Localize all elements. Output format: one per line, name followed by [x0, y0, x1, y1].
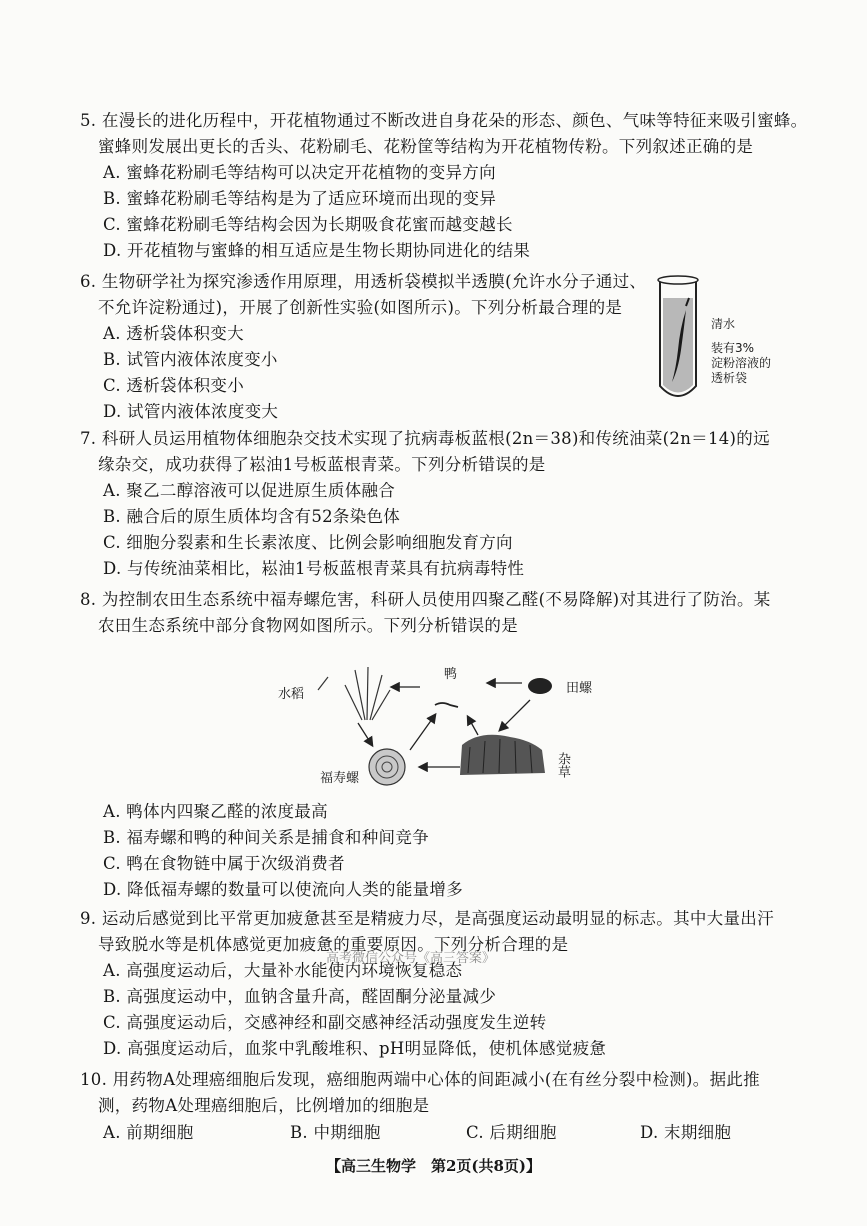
q6-option-a: A. 透析袋体积变大 — [103, 324, 244, 343]
fig-label-apple-snail: 福寿螺 — [320, 771, 360, 786]
q9-option-d: D. 高强度运动后，血浆中乳酸堆积、pH明显降低，使机体感觉疲惫 — [103, 1039, 607, 1058]
q8-stem-line2: 农田生态系统中部分食物网如图所示。下列分析错误的是 — [98, 616, 518, 635]
q7-option-b: B. 融合后的原生质体均含有52条染色体 — [103, 507, 401, 526]
fig-label-rice: 水稻 — [278, 687, 305, 702]
fig-label-bag-line1: 装有3% — [711, 341, 755, 355]
q8-option-a: A. 鸭体内四聚乙醛的浓度最高 — [103, 802, 328, 821]
q9-stem-line1: 9. 运动后感觉到比平常更加疲惫甚至是精疲力尽，是高强度运动最明显的标志。其中大量出汗 — [80, 909, 774, 928]
q10-option-a: A. 前期细胞 — [103, 1123, 194, 1142]
q10-option-b: B. 中期细胞 — [290, 1123, 381, 1142]
q6-option-d: D. 试管内液体浓度变大 — [103, 402, 279, 421]
q7-stem-line2: 缘杂交，成功获得了崧油1号板蓝根青菜。下列分析错误的是 — [98, 455, 546, 474]
q5-option-b: B. 蜜蜂花粉刷毛等结构是为了适应环境而出现的变异 — [103, 189, 497, 208]
q5-option-a: A. 蜜蜂花粉刷毛等结构可以决定开花植物的变异方向 — [103, 163, 496, 182]
rice-plant-icon — [318, 667, 390, 720]
q10-option-c: C. 后期细胞 — [466, 1123, 557, 1142]
fig-label-bag-line2: 淀粉溶液的 — [711, 356, 772, 370]
q5-option-d: D. 开花植物与蜜蜂的相互适应是生物长期协同进化的结果 — [103, 241, 531, 260]
q6-option-b: B. 试管内液体浓度变小 — [103, 350, 278, 369]
q10-option-d: D. 末期细胞 — [640, 1123, 732, 1142]
q6-stem-line2: 不允许淀粉通过)，开展了创新性实验(如图所示)。下列分析最合理的是 — [98, 298, 623, 317]
q9-option-b: B. 高强度运动中，血钠含量升高，醛固酮分泌量减少 — [103, 987, 497, 1006]
test-tube-figure — [650, 268, 710, 408]
q7-option-c: C. 细胞分裂素和生长素浓度、比例会影响细胞发育方向 — [103, 533, 513, 552]
watermark: 高考微信公众号《高三答案》 — [326, 951, 496, 966]
fig-label-field-snail: 田螺 — [566, 681, 593, 696]
q7-stem-line1: 7. 科研人员运用植物体细胞杂交技术实现了抗病毒板蓝根(2n＝38)和传统油菜(2n＝14)的远 — [80, 429, 770, 448]
q9-option-a: A. 高强度运动后，大量补水能使内环境恢复稳态 — [103, 961, 463, 980]
apple-snail-icon — [369, 749, 405, 785]
q5-stem-line2: 蜜蜂则发展出更长的舌头、花粉刷毛、花粉筐等结构为开花植物传粉。下列叙述正确的是 — [98, 137, 754, 156]
q8-option-c: C. 鸭在食物链中属于次级消费者 — [103, 854, 345, 873]
field-snail-icon — [528, 678, 552, 694]
weed-icon — [460, 735, 545, 775]
fig-label-water: 清水 — [711, 317, 736, 331]
q10-stem-line2: 测，药物A处理癌细胞后，比例增加的细胞是 — [98, 1096, 430, 1115]
q7-option-a: A. 聚乙二醇溶液可以促进原生质体融合 — [103, 481, 396, 500]
fig-label-weed: 杂草 — [555, 752, 570, 778]
q8-option-d: D. 降低福寿螺的数量可以使流向人类的能量增多 — [103, 880, 464, 899]
q10-stem-line1: 10. 用药物A处理癌细胞后发现，癌细胞两端中心体的间距减小(在有丝分裂中检测)。据此推 — [80, 1070, 760, 1089]
duck-icon — [435, 703, 458, 707]
q9-option-c: C. 高强度运动后，交感神经和副交感神经活动强度发生逆转 — [103, 1013, 547, 1032]
q5-option-c: C. 蜜蜂花粉刷毛等结构会因为长期吸食花蜜而越变越长 — [103, 215, 513, 234]
q8-stem-line1: 8. 为控制农田生态系统中福寿螺危害，科研人员使用四聚乙醛(不易降解)对其进行了防治。某 — [80, 590, 771, 609]
q5-stem-line1: 5. 在漫长的进化历程中，开花植物通过不断改进自身花朵的形态、颜色、气味等特征来吸引蜜蜂。 — [80, 111, 808, 130]
q6-option-c: C. 透析袋体积变小 — [103, 376, 245, 395]
fig-label-bag-line3: 透析袋 — [711, 371, 748, 385]
fig-label-duck: 鸭 — [444, 667, 458, 682]
q7-option-d: D. 与传统油菜相比，崧油1号板蓝根青菜具有抗病毒特性 — [103, 559, 525, 578]
q8-option-b: B. 福寿螺和鸭的种间关系是捕食和种间竞争 — [103, 828, 429, 847]
page-footer: 【高三生物学 第2页(共8页)】 — [325, 1157, 542, 1175]
q6-stem-line1: 6. 生物研学社为探究渗透作用原理，用透析袋模拟半透膜(允许水分子通过、 — [80, 272, 647, 291]
q9-stem-line2: 导致脱水等是机体感觉更加疲惫的重要原因。下列分析合理的是 — [98, 935, 569, 954]
